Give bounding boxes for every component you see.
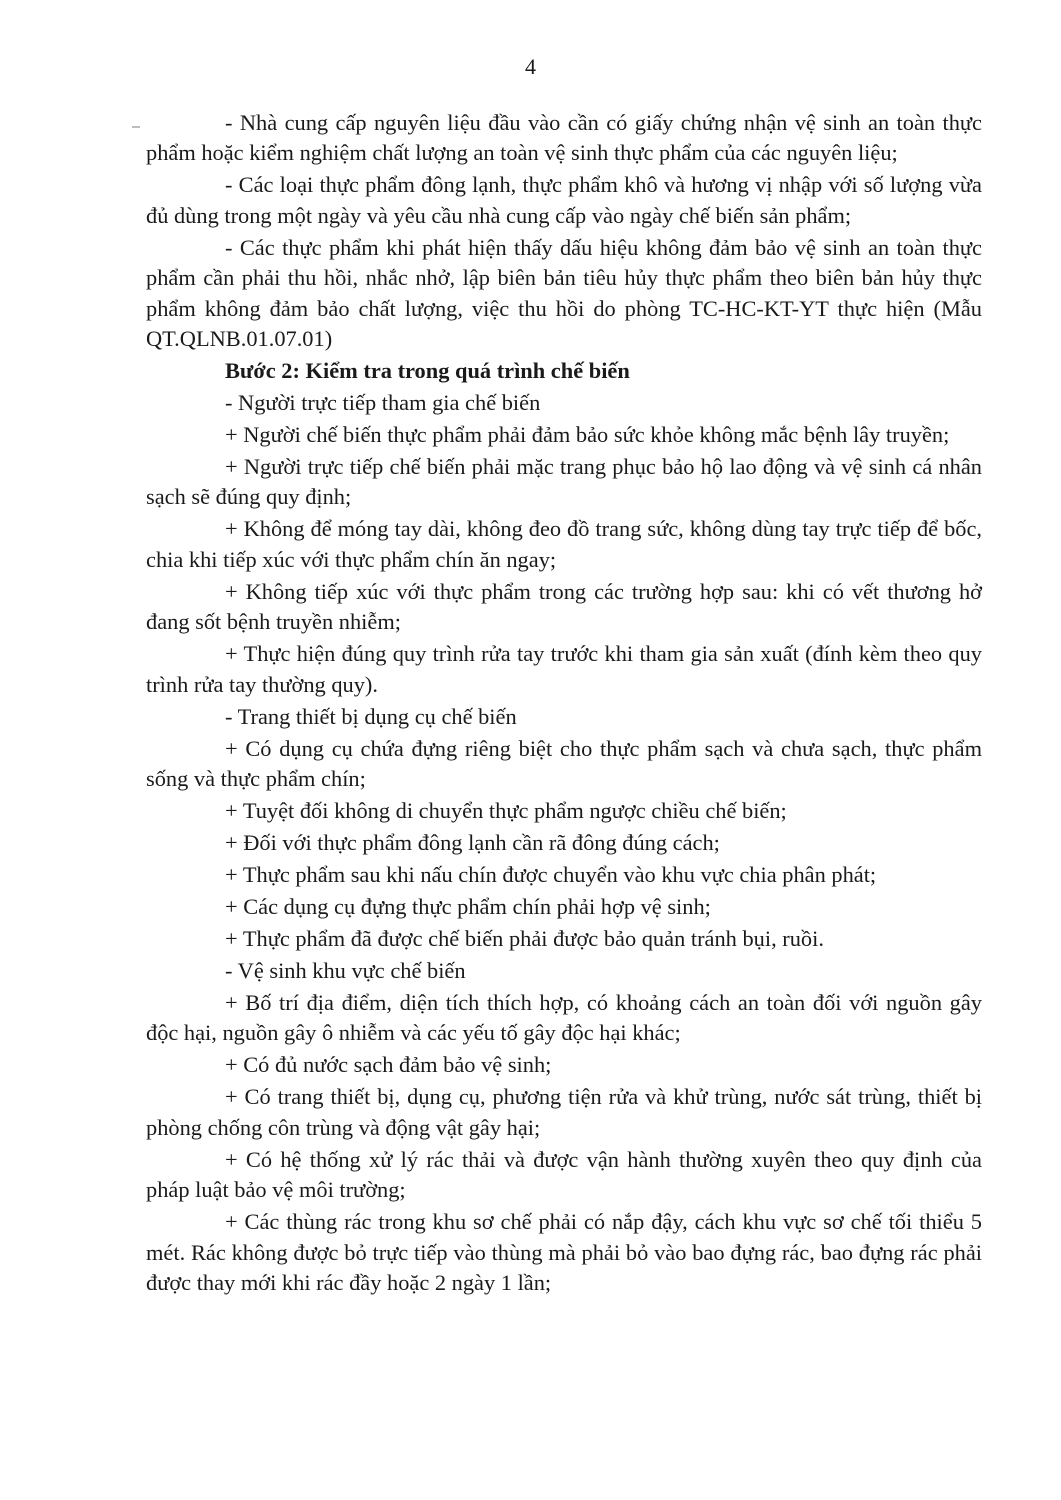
paragraph-processing-staff: - Người trực tiếp tham gia chế biến <box>225 390 541 416</box>
paragraph-cooked-transfer: + Thực phẩm sau khi nấu chín được chuyển vào khu vực chia phân phát; <box>225 862 877 888</box>
step-2-heading: Bước 2: Kiểm tra trong quá trình chế biến <box>225 358 630 384</box>
paragraph-supplier-certificate: - Nhà cung cấp nguyên liệu đầu vào cần có giấy chứng nhận vệ sinh an toàn thực phẩm hoặc kiểm nghiệm chất lượng an toàn vệ sinh thực phẩm của các nguyên liệu; <box>146 110 982 166</box>
document-body <box>146 108 982 1299</box>
paragraph-equipment: - Trang thiết bị dụng cụ chế biến <box>225 703 517 729</box>
paragraph-disinfection: + Có trang thiết bị, dụng cụ, phương tiện rửa và khử trùng, nước sát trùng, thiết bị phòng chống côn trùng và động vật gây hại; <box>146 1084 982 1140</box>
paragraph-preservation: + Thực phẩm đã được chế biến phải được bảo quản tránh bụi, ruồi. <box>225 926 824 952</box>
paragraph-no-reverse-flow: + Tuyệt đối không di chuyển thực phẩm ngược chiều chế biến; <box>225 798 787 824</box>
paragraph-area-hygiene: - Vệ sinh khu vực chế biến <box>225 958 466 984</box>
paragraph-staff-health: + Người chế biến thực phẩm phải đảm bảo sức khỏe không mắc bệnh lây truyền; <box>225 422 950 448</box>
paragraph-waste-system: + Có hệ thống xử lý rác thải và được vận hành thường xuyên theo quy định của pháp luật bảo vệ môi trường; <box>146 1146 982 1203</box>
scan-mark <box>132 126 140 128</box>
paragraph-separate-containers: + Có dụng cụ chứa đựng riêng biệt cho thực phẩm sạch và chưa sạch, thực phẩm sống và thực phẩm chín; <box>146 735 982 792</box>
paragraph-trash-bins: + Các thùng rác trong khu sơ chế phải có nắp đậy, cách khu vực sơ chế tối thiểu 5 mét. Rác không được bỏ trực tiếp vào thùng mà phải bỏ vào bao đựng rác, bao đựng rác phải được thay mới khi rác đầy hoặc 2 ngày 1 lần; <box>146 1209 982 1296</box>
paragraph-hygienic-utensils: + Các dụng cụ đựng thực phẩm chín phải hợp vệ sinh; <box>225 894 711 920</box>
paragraph-clean-water: + Có đủ nước sạch đảm bảo vệ sinh; <box>225 1052 552 1078</box>
paragraph-staff-clothing: + Người trực tiếp chế biến phải mặc trang phục bảo hộ lao động và vệ sinh cá nhân sạch sẽ đúng quy định; <box>146 454 982 510</box>
paragraph-hand-washing: + Thực hiện đúng quy trình rửa tay trước khi tham gia sản xuất (đính kèm theo quy trình rửa tay thường quy). <box>146 641 982 697</box>
paragraph-thawing: + Đối với thực phẩm đông lạnh cần rã đông đúng cách; <box>225 830 720 856</box>
page-number: 4 <box>525 54 536 79</box>
paragraph-frozen-food: - Các loại thực phẩm đông lạnh, thực phẩm khô và hương vị nhập với số lượng vừa đủ dùng trong một ngày và yêu cầu nhà cung cấp vào ngày chế biến sản phẩm; <box>146 172 982 228</box>
paragraph-recall: - Các thực phẩm khi phát hiện thấy dấu hiệu không đảm bảo vệ sinh an toàn thực phẩm cần phải thu hồi, nhắc nhở, lập biên bản tiêu hủy thực phẩm theo biên bản hủy thực phẩm không đảm bảo chất lượng, việc thu hồi do phòng TC-HC-KT-YT thực hiện (Mẫu QT.QLNB.01.07.01) <box>146 234 982 352</box>
paragraph-no-contact: + Không tiếp xúc với thực phẩm trong các trường hợp sau: khi có vết thương hở đang sốt bệnh truyền nhiễm; <box>146 578 982 635</box>
paragraph-location: + Bố trí địa điểm, diện tích thích hợp, có khoảng cách an toàn đối với nguồn gây độc hại, nguồn gây ô nhiễm và các yếu tố gây độc hại khác; <box>146 990 982 1046</box>
paragraph-nails-jewelry: + Không để móng tay dài, không đeo đồ trang sức, không dùng tay trực tiếp để bốc, chia khi tiếp xúc với thực phẩm chín ăn ngay; <box>146 516 982 572</box>
